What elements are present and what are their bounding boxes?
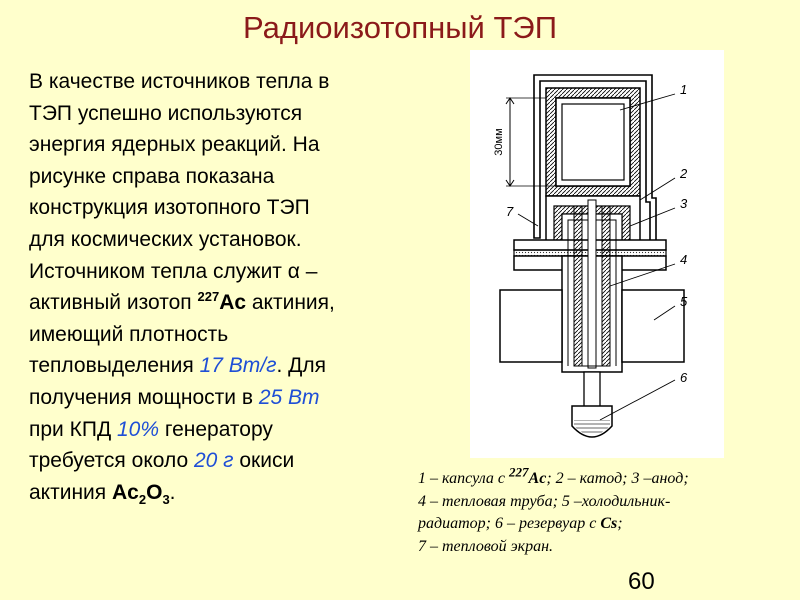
callout-2: 2 [680, 166, 688, 181]
formula-subscript: 3 [162, 491, 170, 507]
callout-3: 3 [680, 196, 688, 211]
rtg-diagram [470, 50, 724, 458]
formula-part: O [146, 480, 163, 504]
cesium-reservoir [572, 372, 612, 437]
figure-caption [418, 464, 794, 558]
text-span: тепловыделения [29, 354, 200, 378]
isotope-mass-number: 227 [197, 289, 220, 305]
text-line: энергия ядерных реакций. На [29, 133, 320, 157]
callout-1: 1 [680, 82, 688, 97]
text-line [29, 477, 399, 509]
dimension-label: 30мм [493, 128, 505, 156]
caption-line [418, 464, 794, 491]
highlight-value: 10% [117, 417, 160, 441]
caption-line: 7 – тепловой экран. [418, 537, 554, 555]
text-line: В качестве источников тепла в [29, 70, 330, 93]
text-span: активный изотоп [29, 291, 198, 315]
element-symbol: Ac [219, 291, 247, 315]
text-span: . Для [276, 354, 326, 378]
text-span: . [169, 480, 176, 504]
callout-6: 6 [680, 370, 688, 385]
formula-subscript: 2 [138, 491, 147, 507]
text-span: радиатор; 6 – резервуар с [418, 515, 601, 532]
text-span: требуется около [29, 449, 194, 473]
callout-5: 5 [680, 294, 688, 309]
text-line: для космических установок. [29, 227, 302, 251]
callout-7: 7 [506, 204, 514, 219]
page-number: 60 [628, 568, 655, 595]
text-line [29, 382, 399, 414]
text-line [29, 414, 399, 446]
text-span: при КПД [29, 417, 117, 441]
caption-line: 4 – тепловая труба; 5 –холодильник- [418, 492, 671, 510]
slide-title: Радиоизотопный ТЭП [243, 10, 557, 45]
text-line: конструкция изотопного ТЭП [29, 196, 310, 220]
rtg-diagram-svg [470, 50, 724, 458]
element-symbol: Cs [600, 515, 618, 532]
text-line: ТЭП успешно используются [29, 101, 303, 125]
text-span: актиния [29, 480, 112, 504]
element-symbol: Ac [528, 470, 547, 487]
isotope-mass-number: 227 [509, 464, 529, 480]
text-span: окиси [233, 449, 295, 473]
text-span: ; 2 – катод; 3 –анод; [546, 470, 689, 487]
highlight-value: 25 Вт [258, 385, 320, 409]
text-span: актиния, [246, 291, 335, 315]
description-text [29, 66, 399, 508]
text-line: имеющий плотность [29, 322, 229, 346]
text-line [29, 350, 399, 382]
capsule [546, 88, 640, 196]
callout-4: 4 [680, 252, 688, 267]
text-line [29, 287, 399, 319]
highlight-value: 20 г [193, 449, 234, 473]
text-line: рисунке справа показана [29, 164, 275, 188]
formula-part: Ac [112, 480, 139, 504]
caption-line [418, 513, 794, 536]
text-span: получения мощности в [29, 385, 259, 409]
highlight-value: 17 Вт/г [199, 354, 277, 378]
text-line [29, 445, 399, 477]
text-span: 1 – капсула с [418, 470, 510, 487]
text-span: ; [617, 515, 623, 532]
text-line: Источником тепла служит α – [29, 259, 318, 283]
text-span: генератору [159, 417, 273, 441]
